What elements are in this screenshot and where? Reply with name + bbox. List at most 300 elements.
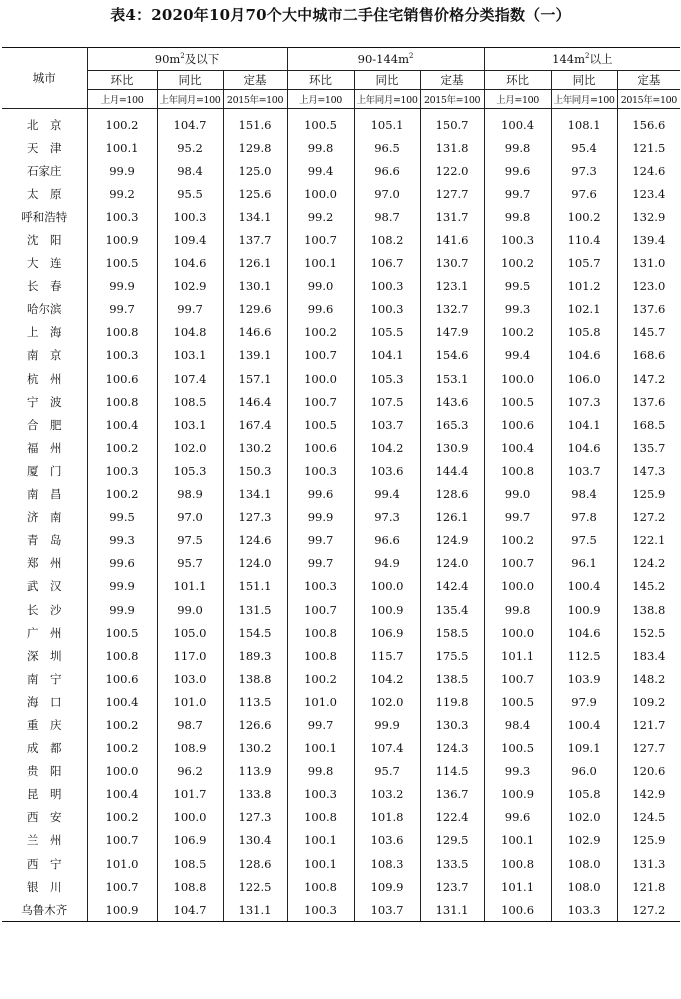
index-value-cell: 107.3 [551, 390, 617, 413]
index-value-cell: 100.8 [287, 875, 354, 898]
index-value-cell: 107.5 [354, 390, 420, 413]
index-value-cell: 99.6 [484, 159, 551, 182]
index-value-cell: 100.6 [87, 667, 157, 690]
index-value-cell: 121.8 [617, 875, 680, 898]
index-value-cell: 127.7 [617, 737, 680, 760]
index-value-cell: 109.2 [617, 690, 680, 713]
index-value-cell: 108.3 [354, 852, 420, 875]
city-name-cell: 长 沙 [2, 598, 87, 621]
index-value-cell: 100.7 [287, 598, 354, 621]
index-value-cell: 108.2 [354, 228, 420, 251]
index-value-cell: 99.3 [484, 760, 551, 783]
index-value-cell: 99.4 [287, 159, 354, 182]
city-column-header: 城市 [2, 48, 87, 109]
index-value-cell: 127.3 [223, 506, 287, 529]
table-row [2, 436, 680, 459]
index-value-cell: 102.0 [551, 806, 617, 829]
metric-header-yoy: 同比 [354, 71, 420, 90]
city-name-cell: 合 肥 [2, 413, 87, 436]
city-name-cell: 贵 阳 [2, 760, 87, 783]
index-value-cell: 125.9 [617, 829, 680, 852]
index-value-cell: 99.8 [287, 760, 354, 783]
table-row [2, 298, 680, 321]
index-value-cell: 130.3 [420, 713, 484, 736]
index-value-cell: 97.3 [551, 159, 617, 182]
index-value-cell: 99.9 [287, 506, 354, 529]
index-value-cell: 122.4 [420, 806, 484, 829]
table-title: 表4：2020年10月70个大中城市二手住宅销售价格分类指数（一） [110, 6, 571, 24]
index-value-cell: 117.0 [157, 644, 223, 667]
city-name-cell: 武 汉 [2, 575, 87, 598]
index-value-cell: 135.7 [617, 436, 680, 459]
index-value-cell: 131.5 [223, 598, 287, 621]
city-name-cell: 南 京 [2, 344, 87, 367]
index-value-cell: 100.8 [87, 390, 157, 413]
index-value-cell: 139.4 [617, 228, 680, 251]
index-value-cell: 96.6 [354, 529, 420, 552]
index-value-cell: 131.1 [420, 898, 484, 922]
city-name-cell: 大 连 [2, 252, 87, 275]
index-value-cell: 100.8 [287, 806, 354, 829]
index-value-cell: 113.5 [223, 690, 287, 713]
index-value-cell: 101.7 [157, 783, 223, 806]
index-value-cell: 157.1 [223, 367, 287, 390]
index-value-cell: 100.0 [484, 367, 551, 390]
index-value-cell: 122.0 [420, 159, 484, 182]
index-value-cell: 100.2 [87, 737, 157, 760]
index-value-cell: 124.0 [223, 552, 287, 575]
city-name-cell: 南 宁 [2, 667, 87, 690]
table-row [2, 459, 680, 482]
index-value-cell: 132.7 [420, 298, 484, 321]
index-value-cell: 100.1 [287, 829, 354, 852]
index-value-cell: 141.6 [420, 228, 484, 251]
index-value-cell: 99.7 [287, 552, 354, 575]
index-value-cell: 130.1 [223, 275, 287, 298]
index-value-cell: 100.9 [87, 228, 157, 251]
index-value-cell: 104.1 [551, 413, 617, 436]
index-value-cell: 95.4 [551, 136, 617, 159]
index-value-cell: 99.8 [287, 136, 354, 159]
index-value-cell: 104.6 [551, 436, 617, 459]
index-value-cell: 103.7 [354, 898, 420, 922]
table-row [2, 367, 680, 390]
index-value-cell: 99.8 [484, 205, 551, 228]
index-value-cell: 100.3 [287, 575, 354, 598]
index-value-cell: 95.5 [157, 182, 223, 205]
index-value-cell: 99.6 [287, 298, 354, 321]
table-row [2, 575, 680, 598]
index-value-cell: 100.9 [551, 598, 617, 621]
index-value-cell: 100.3 [87, 459, 157, 482]
index-value-cell: 100.4 [87, 413, 157, 436]
index-value-cell: 121.7 [617, 713, 680, 736]
index-value-cell: 103.1 [157, 413, 223, 436]
index-value-cell: 145.7 [617, 321, 680, 344]
metric-header-base: 定基 [420, 71, 484, 90]
index-value-cell: 99.0 [287, 275, 354, 298]
table-row [2, 159, 680, 182]
index-value-cell: 97.5 [157, 529, 223, 552]
table-row [2, 275, 680, 298]
index-value-cell: 104.6 [551, 344, 617, 367]
index-value-cell: 101.1 [157, 575, 223, 598]
table-row [2, 252, 680, 275]
index-value-cell: 158.5 [420, 621, 484, 644]
index-value-cell: 100.0 [354, 575, 420, 598]
base-label-yoy: 上年同月=100 [354, 90, 420, 109]
index-value-cell: 100.1 [484, 829, 551, 852]
index-value-cell: 146.6 [223, 321, 287, 344]
index-value-cell: 145.2 [617, 575, 680, 598]
index-value-cell: 99.9 [87, 575, 157, 598]
index-value-cell: 96.1 [551, 552, 617, 575]
index-value-cell: 130.2 [223, 737, 287, 760]
index-value-cell: 100.8 [287, 644, 354, 667]
index-value-cell: 100.1 [287, 252, 354, 275]
index-value-cell: 100.5 [484, 737, 551, 760]
metric-header-mom: 环比 [287, 71, 354, 90]
index-value-cell: 106.9 [157, 829, 223, 852]
index-value-cell: 99.7 [287, 529, 354, 552]
index-value-cell: 128.6 [223, 852, 287, 875]
metric-header-base: 定基 [617, 71, 680, 90]
index-value-cell: 101.1 [484, 644, 551, 667]
index-value-cell: 109.4 [157, 228, 223, 251]
city-name-cell: 济 南 [2, 506, 87, 529]
index-value-cell: 100.6 [484, 898, 551, 922]
index-value-cell: 124.6 [223, 529, 287, 552]
index-value-cell: 99.5 [87, 506, 157, 529]
index-value-cell: 100.4 [551, 575, 617, 598]
table-row [2, 205, 680, 228]
index-value-cell: 100.2 [484, 321, 551, 344]
index-value-cell: 131.8 [420, 136, 484, 159]
city-name-cell: 厦 门 [2, 459, 87, 482]
index-value-cell: 99.4 [484, 344, 551, 367]
index-value-cell: 168.6 [617, 344, 680, 367]
index-value-cell: 127.2 [617, 898, 680, 922]
index-value-cell: 100.8 [484, 852, 551, 875]
index-value-cell: 109.1 [551, 737, 617, 760]
index-value-cell: 129.6 [223, 298, 287, 321]
table-row [2, 852, 680, 875]
index-value-cell: 127.2 [617, 506, 680, 529]
index-value-cell: 99.0 [484, 483, 551, 506]
index-value-cell: 95.2 [157, 136, 223, 159]
index-value-cell: 138.8 [223, 667, 287, 690]
index-value-cell: 124.0 [420, 552, 484, 575]
index-value-cell: 100.0 [484, 621, 551, 644]
base-label-2015: 2015年=100 [617, 90, 680, 109]
index-value-cell: 99.9 [87, 598, 157, 621]
city-name-cell: 哈尔滨 [2, 298, 87, 321]
index-value-cell: 95.7 [354, 760, 420, 783]
index-value-cell: 142.9 [617, 783, 680, 806]
table-row [2, 483, 680, 506]
index-value-cell: 106.0 [551, 367, 617, 390]
city-name-cell: 海 口 [2, 690, 87, 713]
index-value-cell: 131.0 [617, 252, 680, 275]
index-value-cell: 99.9 [354, 713, 420, 736]
city-name-cell: 天 津 [2, 136, 87, 159]
index-value-cell: 99.3 [87, 529, 157, 552]
index-value-cell: 126.1 [223, 252, 287, 275]
index-value-cell: 98.7 [157, 713, 223, 736]
index-value-cell: 124.3 [420, 737, 484, 760]
index-value-cell: 137.6 [617, 390, 680, 413]
index-value-cell: 97.0 [354, 182, 420, 205]
index-value-cell: 115.7 [354, 644, 420, 667]
city-name-cell: 福 州 [2, 436, 87, 459]
index-value-cell: 99.9 [87, 159, 157, 182]
index-value-cell: 124.2 [617, 552, 680, 575]
index-value-cell: 100.5 [287, 413, 354, 436]
index-value-cell: 130.7 [420, 252, 484, 275]
city-name-cell: 南 昌 [2, 483, 87, 506]
index-value-cell: 129.8 [223, 136, 287, 159]
index-value-cell: 99.6 [484, 806, 551, 829]
index-value-cell: 100.7 [484, 552, 551, 575]
index-value-cell: 108.5 [157, 390, 223, 413]
index-value-cell: 100.5 [287, 109, 354, 137]
metric-header-mom: 环比 [484, 71, 551, 90]
index-value-cell: 105.8 [551, 783, 617, 806]
index-value-cell: 139.1 [223, 344, 287, 367]
index-value-cell: 100.1 [87, 136, 157, 159]
city-name-cell: 杭 州 [2, 367, 87, 390]
base-label-yoy: 上年同月=100 [551, 90, 617, 109]
index-value-cell: 99.6 [287, 483, 354, 506]
index-value-cell: 101.0 [87, 852, 157, 875]
index-value-cell: 103.7 [551, 459, 617, 482]
index-value-cell: 102.1 [551, 298, 617, 321]
city-name-cell: 青 岛 [2, 529, 87, 552]
index-value-cell: 100.4 [87, 783, 157, 806]
city-name-cell: 乌鲁木齐 [2, 898, 87, 922]
index-value-cell: 146.4 [223, 390, 287, 413]
index-value-cell: 134.1 [223, 205, 287, 228]
index-value-cell: 123.1 [420, 275, 484, 298]
index-value-cell: 148.2 [617, 667, 680, 690]
index-value-cell: 98.4 [484, 713, 551, 736]
city-name-cell: 西 安 [2, 806, 87, 829]
metric-header-base: 定基 [223, 71, 287, 90]
index-value-cell: 100.9 [87, 898, 157, 922]
index-value-cell: 150.3 [223, 459, 287, 482]
index-value-cell: 147.9 [420, 321, 484, 344]
index-value-cell: 100.4 [87, 690, 157, 713]
index-value-cell: 101.2 [551, 275, 617, 298]
index-value-cell: 130.9 [420, 436, 484, 459]
table-row [2, 529, 680, 552]
index-value-cell: 113.9 [223, 760, 287, 783]
index-value-cell: 99.0 [157, 598, 223, 621]
index-value-cell: 105.3 [354, 367, 420, 390]
index-value-cell: 119.8 [420, 690, 484, 713]
index-value-cell: 154.6 [420, 344, 484, 367]
index-value-cell: 100.9 [354, 598, 420, 621]
group-header-medium: $90-144m^2$ [287, 48, 484, 71]
index-value-cell: 142.4 [420, 575, 484, 598]
table-row [2, 829, 680, 852]
table-row [2, 413, 680, 436]
city-name-cell: 成 都 [2, 737, 87, 760]
index-value-cell: 131.7 [420, 205, 484, 228]
index-value-cell: 100.2 [87, 806, 157, 829]
index-value-cell: 100.8 [287, 621, 354, 644]
city-name-cell: 长 春 [2, 275, 87, 298]
group-header-small: $90m^2$及以下 [87, 48, 287, 71]
table-row [2, 667, 680, 690]
index-value-cell: 133.8 [223, 783, 287, 806]
index-value-cell: 100.2 [87, 483, 157, 506]
index-value-cell: 100.2 [484, 252, 551, 275]
price-index-table [2, 47, 680, 922]
index-value-cell: 103.3 [551, 898, 617, 922]
index-value-cell: 126.6 [223, 713, 287, 736]
index-value-cell: 114.5 [420, 760, 484, 783]
index-value-cell: 100.4 [484, 109, 551, 137]
index-value-cell: 98.4 [551, 483, 617, 506]
index-value-cell: 100.2 [484, 529, 551, 552]
index-value-cell: 100.1 [287, 852, 354, 875]
index-value-cell: 132.9 [617, 205, 680, 228]
index-value-cell: 99.5 [484, 275, 551, 298]
index-value-cell: 100.0 [287, 367, 354, 390]
index-value-cell: 108.0 [551, 852, 617, 875]
table-body [2, 109, 680, 922]
table-row [2, 760, 680, 783]
table-row [2, 228, 680, 251]
city-name-cell: 郑 州 [2, 552, 87, 575]
index-value-cell: 124.6 [617, 159, 680, 182]
index-value-cell: 121.5 [617, 136, 680, 159]
city-name-cell: 深 圳 [2, 644, 87, 667]
index-value-cell: 100.4 [484, 436, 551, 459]
index-value-cell: 124.9 [420, 529, 484, 552]
index-value-cell: 104.1 [354, 344, 420, 367]
index-value-cell: 99.9 [87, 275, 157, 298]
table-row [2, 898, 680, 922]
index-value-cell: 100.2 [287, 321, 354, 344]
index-value-cell: 144.4 [420, 459, 484, 482]
city-name-cell: 太 原 [2, 182, 87, 205]
index-value-cell: 99.3 [484, 298, 551, 321]
city-name-cell: 呼和浩特 [2, 205, 87, 228]
index-value-cell: 100.7 [287, 344, 354, 367]
metric-header-yoy: 同比 [551, 71, 617, 90]
index-value-cell: 100.6 [287, 436, 354, 459]
index-value-cell: 100.3 [87, 344, 157, 367]
table-row [2, 806, 680, 829]
index-value-cell: 143.6 [420, 390, 484, 413]
table-row [2, 136, 680, 159]
index-value-cell: 125.0 [223, 159, 287, 182]
table-row [2, 552, 680, 575]
index-value-cell: 99.6 [87, 552, 157, 575]
index-value-cell: 138.8 [617, 598, 680, 621]
index-value-cell: 94.9 [354, 552, 420, 575]
index-value-cell: 96.5 [354, 136, 420, 159]
index-value-cell: 102.0 [354, 690, 420, 713]
index-value-cell: 95.7 [157, 552, 223, 575]
index-value-cell: 165.3 [420, 413, 484, 436]
index-value-cell: 99.7 [484, 506, 551, 529]
index-value-cell: 105.3 [157, 459, 223, 482]
city-name-cell: 银 川 [2, 875, 87, 898]
index-value-cell: 101.0 [157, 690, 223, 713]
index-value-cell: 99.4 [354, 483, 420, 506]
index-value-cell: 112.5 [551, 644, 617, 667]
index-value-cell: 107.4 [157, 367, 223, 390]
index-value-cell: 131.1 [223, 898, 287, 922]
index-value-cell: 167.4 [223, 413, 287, 436]
index-value-cell: 100.7 [87, 875, 157, 898]
index-value-cell: 151.6 [223, 109, 287, 137]
index-value-cell: 100.3 [354, 298, 420, 321]
table-row [2, 690, 680, 713]
base-label-mom: 上月=100 [87, 90, 157, 109]
index-value-cell: 97.8 [551, 506, 617, 529]
index-value-cell: 122.5 [223, 875, 287, 898]
index-value-cell: 134.1 [223, 483, 287, 506]
index-value-cell: 99.8 [484, 598, 551, 621]
index-value-cell: 156.6 [617, 109, 680, 137]
index-value-cell: 104.2 [354, 436, 420, 459]
index-value-cell: 100.0 [157, 806, 223, 829]
index-value-cell: 131.3 [617, 852, 680, 875]
index-value-cell: 122.1 [617, 529, 680, 552]
index-value-cell: 100.5 [87, 252, 157, 275]
index-value-cell: 100.4 [551, 713, 617, 736]
table-row [2, 321, 680, 344]
table-row [2, 506, 680, 529]
index-value-cell: 100.0 [484, 575, 551, 598]
base-label-2015: 2015年=100 [223, 90, 287, 109]
table-row [2, 182, 680, 205]
index-value-cell: 96.0 [551, 760, 617, 783]
city-name-cell: 宁 波 [2, 390, 87, 413]
index-value-cell: 103.9 [551, 667, 617, 690]
index-value-cell: 102.9 [551, 829, 617, 852]
index-value-cell: 130.4 [223, 829, 287, 852]
index-value-cell: 123.0 [617, 275, 680, 298]
index-value-cell: 104.6 [551, 621, 617, 644]
base-label-mom: 上月=100 [287, 90, 354, 109]
index-value-cell: 98.7 [354, 205, 420, 228]
index-value-cell: 99.7 [87, 298, 157, 321]
index-value-cell: 97.9 [551, 690, 617, 713]
city-name-cell: 石家庄 [2, 159, 87, 182]
index-value-cell: 100.9 [484, 783, 551, 806]
index-value-cell: 100.3 [484, 228, 551, 251]
index-value-cell: 101.0 [287, 690, 354, 713]
city-name-cell: 上 海 [2, 321, 87, 344]
index-value-cell: 105.7 [551, 252, 617, 275]
city-name-cell: 昆 明 [2, 783, 87, 806]
table-row [2, 344, 680, 367]
index-value-cell: 103.6 [354, 829, 420, 852]
index-value-cell: 100.2 [551, 205, 617, 228]
index-value-cell: 109.9 [354, 875, 420, 898]
index-value-cell: 105.5 [354, 321, 420, 344]
index-value-cell: 100.8 [484, 459, 551, 482]
index-value-cell: 99.7 [484, 182, 551, 205]
index-value-cell: 100.3 [87, 205, 157, 228]
index-value-cell: 107.4 [354, 737, 420, 760]
index-value-cell: 98.4 [157, 159, 223, 182]
